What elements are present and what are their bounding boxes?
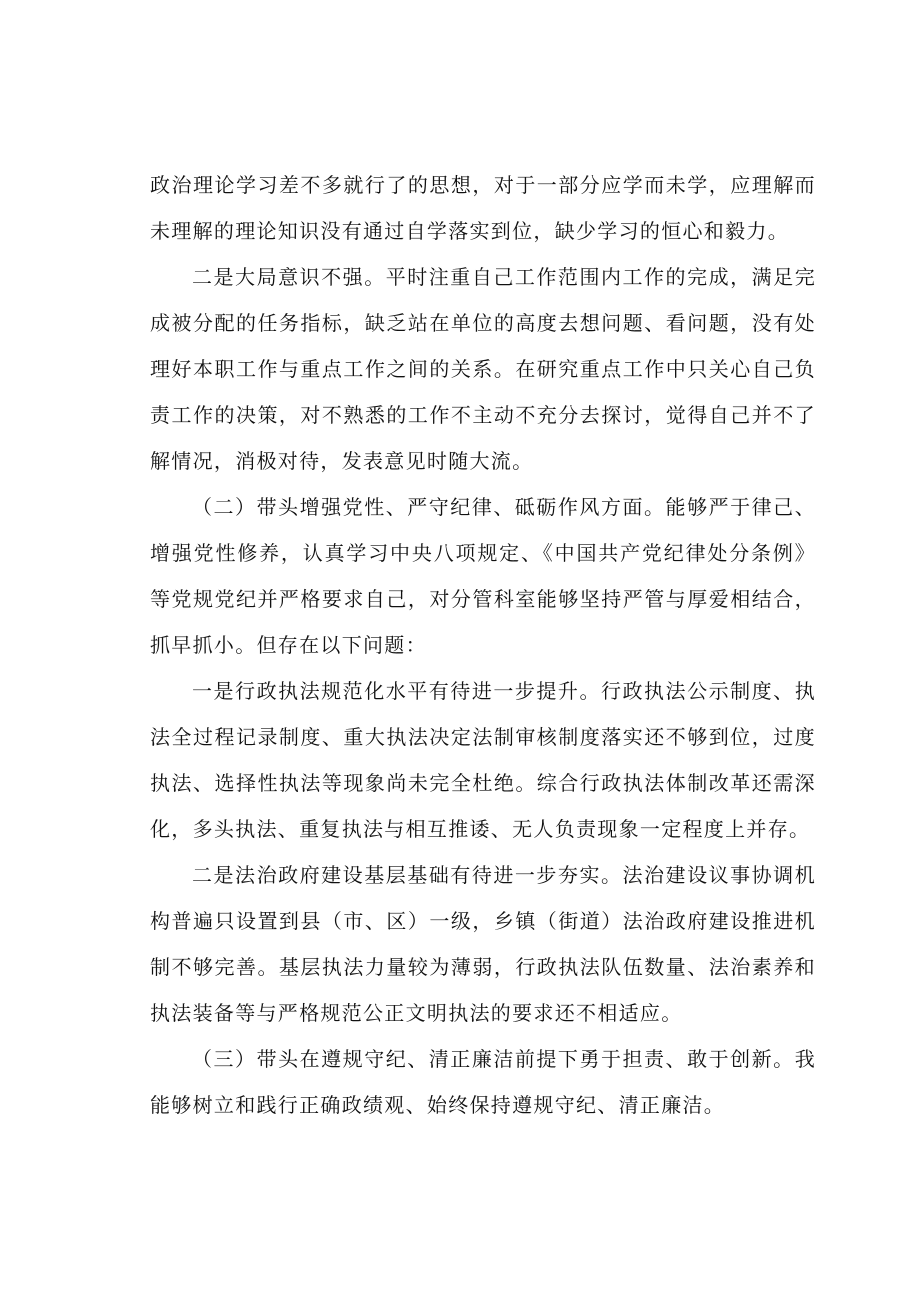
paragraph-law-enforcement: 一是行政执法规范化水平有待进一步提升。行政执法公示制度、执法全过程记录制度、重大执法决定法制审核制度落实还不够到位，过度执法、选择性执法等现象尚未完全杜绝。综合行政执法体制改革还需深化，多头执法、重复执法与相互推诿、无人负责现象一定程度上并存。 bbox=[150, 679, 816, 841]
document-body bbox=[150, 162, 816, 1128]
paragraph-section-three-heading: （三）带头在遵规守纪、清正廉洁前提下勇于担责、敢于创新。我能够树立和践行正确政绩观、始终保持遵规守纪、清正廉洁。 bbox=[150, 1047, 816, 1117]
paragraph-rule-of-law-government: 二是法治政府建设基层基础有待进一步夯实。法治建设议事协调机构普遍只设置到县（市、区）一级，乡镇（街道）法治政府建设推进机制不够完善。基层执法力量较为薄弱，行政执法队伍数量、法治素养和执法装备等与严格规范公正文明执法的要求还不相适应。 bbox=[150, 863, 816, 1025]
paragraph-section-two-heading: （二）带头增强党性、严守纪律、砥砺作风方面。能够严于律己、增强党性修养，认真学习中央八项规定、《中国共产党纪律处分条例》等党规党纪并严格要求自己，对分管科室能够坚持严管与厚爱相结合，抓早抓小。但存在以下问题： bbox=[150, 495, 816, 657]
paragraph-continuation: 政治理论学习差不多就行了的思想，对于一部分应学而未学，应理解而未理解的理论知识没有通过自学落实到位，缺少学习的恒心和毅力。 bbox=[150, 173, 816, 243]
paragraph-overall-awareness: 二是大局意识不强。平时注重自己工作范围内工作的完成，满足完成被分配的任务指标，缺乏站在单位的高度去想问题、看问题，没有处理好本职工作与重点工作之间的关系。在研究重点工作中只关心自己负责工作的决策，对不熟悉的工作不主动不充分去探讨，觉得自己并不了解情况，消极对待，发表意见时随大流。 bbox=[150, 265, 816, 473]
